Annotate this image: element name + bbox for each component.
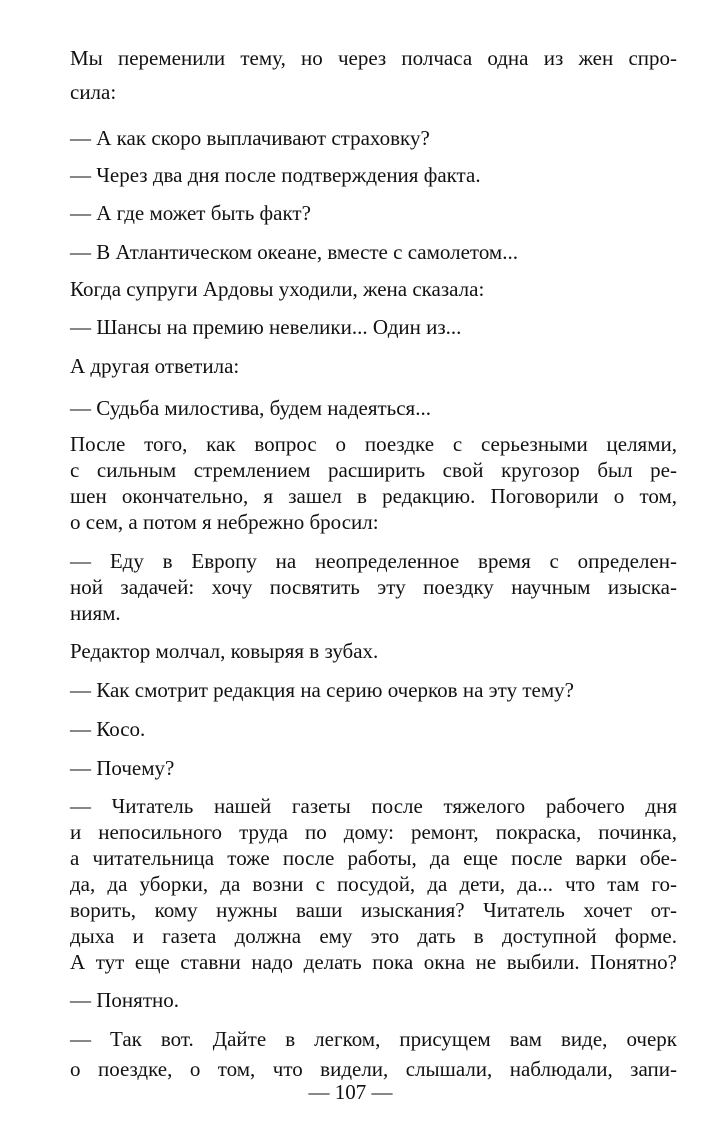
text-line: а читательница тоже после работы, да еще после варки обе- <box>70 846 677 870</box>
text-line: шен окончательно, я зашел в редакцию. Поговорили о том, <box>70 484 677 508</box>
text-line: — Шансы на премию невелики... Один из... <box>70 315 462 339</box>
text-line: — Как смотрит редакция на серию очерков на эту тему? <box>70 678 574 702</box>
text-line: Мы переменили тему, но через полчаса одна из жен спро- <box>70 46 677 70</box>
text-line: Когда супруги Ардовы уходили, жена сказала: <box>70 277 485 301</box>
text-line: А другая ответила: <box>70 354 240 378</box>
text-line: сила: <box>70 80 117 104</box>
text-line: После того, как вопрос о поездке с серьезными целями, <box>70 432 677 456</box>
text-line: — В Атлантическом океане, вместе с самолетом... <box>70 240 518 264</box>
text-line: да, да уборки, да возни с посудой, да дети, да... что там го- <box>70 872 677 896</box>
text-line: — Почему? <box>70 756 175 780</box>
text-line: Редактор молчал, ковыряя в зубах. <box>70 639 379 663</box>
text-line: о поездке, о том, что видели, слышали, наблюдали, запи- <box>70 1057 677 1081</box>
text-line: — Так вот. Дайте в легком, присущем вам виде, очерк <box>70 1027 677 1051</box>
text-line: — А как скоро выплачивают страховку? <box>70 126 430 150</box>
text-line: — Понятно. <box>70 988 179 1012</box>
text-line: — Косо. <box>70 717 146 741</box>
text-line: — Еду в Европу на неопределенное время с определен- <box>70 549 677 573</box>
text-line: и непосильного труда по дому: ремонт, покраска, починка, <box>70 820 677 844</box>
text-line: — Судьба милостива, будем надеяться... <box>70 396 431 420</box>
text-line: А тут еще ставни надо делать пока окна не выбили. Понятно? <box>70 950 677 974</box>
text-line: — Читатель нашей газеты после тяжелого рабочего дня <box>70 794 677 818</box>
text-line: с сильным стремлением расширить свой кругозор был ре- <box>70 458 677 482</box>
page-number: — 107 — <box>308 1080 393 1104</box>
text-line: ниям. <box>70 601 121 625</box>
text-line: — Через два дня после подтверждения факта. <box>70 163 481 187</box>
text-line: — А где может быть факт? <box>70 201 311 225</box>
text-line: ворить, кому нужны ваши изыскания? Читатель хочет от- <box>70 898 677 922</box>
text-line: дыха и газета должна ему это дать в доступной форме. <box>70 924 677 948</box>
text-line: ной задачей: хочу посвятить эту поездку научным изыска- <box>70 575 677 599</box>
text-line: о сем, а потом я небрежно бросил: <box>70 510 379 534</box>
